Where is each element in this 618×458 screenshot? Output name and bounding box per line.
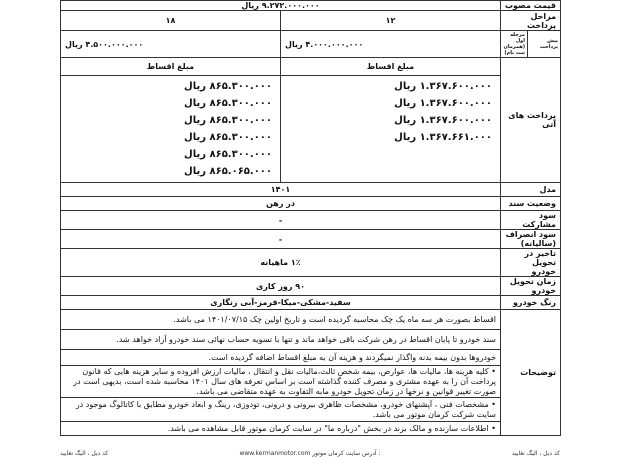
color-label: رنگ خودرو: [501, 296, 561, 310]
delivery-row: [61, 277, 561, 296]
model-row: [61, 183, 561, 197]
footer-right: کد دیل ، الیگ تغایید: [511, 449, 560, 457]
notes-label: توضیحات: [501, 310, 561, 436]
inst-list-18: [61, 76, 281, 183]
price-value: ۹.۲۷۲.۰۰۰.۰۰۰ ریال: [61, 1, 501, 11]
penalty-label: سود انصراف (سالیانه): [501, 230, 561, 249]
inst-header-12: مبلغ اقساط: [281, 58, 501, 76]
partnership-label: سود مشارکت: [501, 211, 561, 230]
footer-left: کد دیل ، الیگ تغایید: [60, 449, 109, 457]
prepay-label-cell: [501, 31, 561, 58]
inst-12-item: ۱.۳۶۷.۶۶۱.۰۰۰ ریال: [394, 132, 493, 143]
price-label: قیمت مصوب: [501, 1, 561, 11]
note-item: اقساط بصورت هر سه ماه یک چک محاسبه گردیده است و تاریخ اولین چک ۱۴۰۱/۰۷/۱۵ می باشد.: [61, 310, 501, 330]
delay-row: [61, 249, 561, 277]
inst-18-item: ۸۶۵.۳۰۰.۰۰۰ ریال: [184, 98, 273, 109]
partnership-value: -: [61, 211, 501, 230]
page-footer: [60, 448, 560, 458]
inst-12-item: ۱.۳۶۷.۶۰۰.۰۰۰ ریال: [394, 81, 493, 92]
inst-18-item: ۸۶۵.۳۰۰.۰۰۰ ریال: [184, 149, 273, 160]
plan-18-header: ۱۸: [61, 11, 281, 31]
inst-12-item: ۱.۳۶۷.۶۰۰.۰۰۰ ریال: [394, 98, 493, 109]
color-row: [61, 296, 561, 310]
stages-label: مراحل پرداخت: [501, 11, 561, 31]
doc-row: [61, 197, 561, 211]
plan-12-header: ۱۲: [281, 11, 501, 31]
doc-label: وضعیت سند: [501, 197, 561, 211]
delivery-label: زمان تحویل خودرو: [501, 277, 561, 296]
footer-website[interactable]: www.kermanmotor.com آدرس سایت کرمان موتور :: [239, 449, 381, 457]
inst-18-item: ۸۶۵.۳۰۰.۰۰۰ ریال: [184, 115, 273, 126]
partnership-row: [61, 211, 561, 230]
price-row: [61, 1, 561, 11]
model-value: ۱۴۰۱: [61, 183, 501, 197]
prepay-row: [61, 31, 561, 58]
inst-18-item: ۸۶۵.۰۶۵.۰۰۰ ریال: [184, 166, 273, 177]
note-item: سند خودرو تا پایان اقساط در رهن شرکت باقی خواهد ماند و تنها با تسویه حساب نهائی سند خودرو آزاد خواهد شد.: [61, 330, 501, 350]
note-item: • اطلاعات سازنده و مالک برند در بخش "درباره ما" در سایت کرمان موتور قابل مشاهده می باشد.: [61, 422, 501, 436]
prepay-12-value: ۴.۰۰۰.۰۰۰.۰۰۰ ریال: [281, 31, 501, 58]
delivery-value: ۹۰ روز کاری: [61, 277, 501, 296]
delay-label: تاخیر در تحویل خودرو: [501, 249, 561, 277]
color-value: سفید-مشکی-میکا-قرمز-آبی زنگاری: [61, 296, 501, 310]
prepay-18-value: ۴.۵۰۰.۰۰۰.۰۰۰ ریال: [61, 31, 281, 58]
penalty-value: -: [61, 230, 501, 249]
installments-label: پرداخت های آتی: [501, 58, 561, 183]
stages-row: [61, 11, 561, 31]
model-label: مدل: [501, 183, 561, 197]
installment-sheet: [60, 0, 560, 458]
inst-18-item: ۸۶۵.۳۰۰.۰۰۰ ریال: [184, 132, 273, 143]
inst-12-item: ۱.۳۶۷.۶۰۰.۰۰۰ ریال: [394, 115, 493, 126]
inst-list-12: [281, 76, 501, 183]
penalty-row: [61, 230, 561, 249]
note-item: • مشخصات فنی ، آپشنهای خودرو، مشخصات ظاهری بیرونی و درونی، تودوزی، رینگ و ابعاد خودرو مطابق با کاتالوگ موجود در سایت شرکت کرمان موتور می باشد.: [61, 398, 501, 422]
note-item: خودروها بدون بیمه بدنه واگذار نمیگردند و هزینه آن به مبلغ اقساط اضافه گردیده است.: [61, 350, 501, 366]
prepay-label: پیش پرداخت: [527, 31, 560, 57]
doc-value: در رهن: [61, 197, 501, 211]
inst-18-item: ۸۶۵.۳۰۰.۰۰۰ ریال: [184, 81, 273, 92]
stage1-label: مرحله اول (همزمان ثبت نام): [503, 32, 526, 56]
conditions-table: [60, 0, 561, 436]
inst-header-18: مبلغ اقساط: [61, 58, 281, 76]
note-item: • کلیه هزینه ها، مالیات ها، عوارض، بیمه شخص ثالث،مالیات نقل و انتقال ، مالیات ارزش افزوده و سایر هزینه هایی که قانون پرداخت آن را به عهده مشتری و مصرف کننده گذاشته است بر اساس تعرفه های سال ۱۴۰۱ محاسبه شده است، بدیهی است در صورت تغییر قوانین و نرخها در زمان تحویل خودرو مابه التفاوت به عهده متقاضی می باشد.: [61, 366, 501, 398]
delay-value: ۱٪ ماهیانه: [61, 249, 501, 277]
